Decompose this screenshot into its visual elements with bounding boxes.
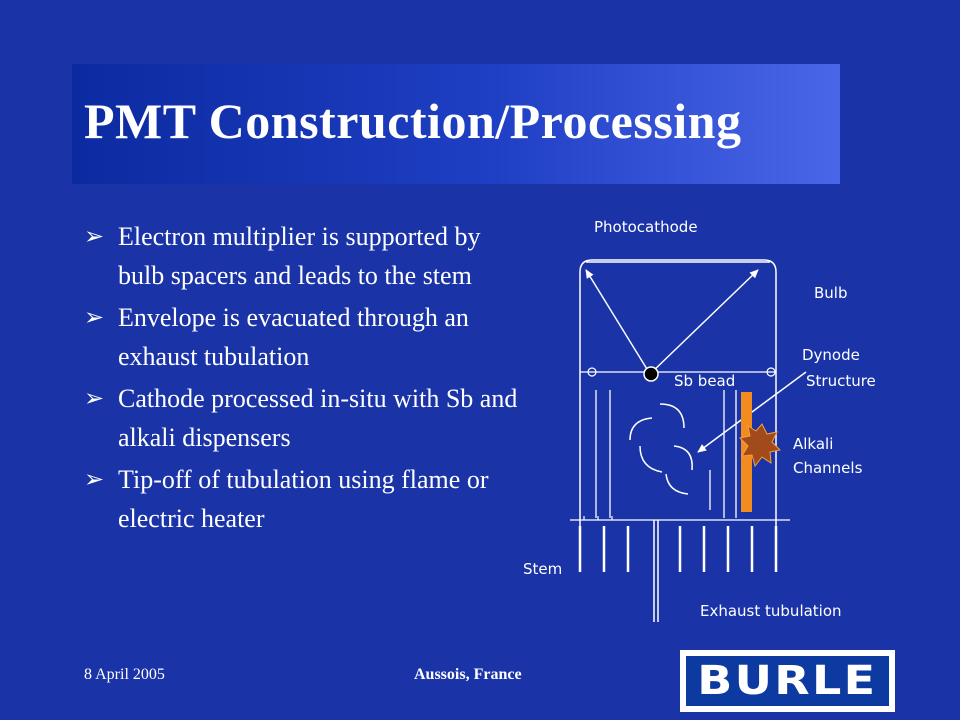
bullet-text: Envelope is evacuated through an exhaust tubulation [118, 303, 469, 371]
bullet-text: Tip-off of tubulation using flame or electric heater [118, 465, 489, 533]
arrowhead-bullet-icon: ➢ [84, 222, 105, 250]
logo-inner [686, 656, 889, 706]
bullet-text: Cathode processed in-situ with Sb and alkali dispensers [118, 384, 518, 452]
footer-date: 8 April 2005 [84, 666, 165, 683]
stem-label: Stem [523, 560, 563, 578]
dynode-label-line1: Dynode [802, 346, 860, 364]
sb-bead [644, 367, 658, 381]
dynode-curve [660, 404, 684, 428]
bulb-label: Bulb [814, 284, 848, 302]
burle-logo [680, 650, 895, 712]
footer-location: Aussois, France [414, 666, 522, 683]
arrowhead-bullet-icon: ➢ [84, 303, 105, 331]
slide-title: PMT Construction/Processing [84, 93, 742, 149]
alkali-label-line2: Channels [793, 459, 863, 477]
bullet-text: Electron multiplier is supported by bulb spacers and leads to the stem [118, 222, 481, 290]
dynode-curve [630, 418, 652, 440]
dynode-curve [640, 446, 662, 472]
alkali-label-line1: Alkali [793, 435, 834, 453]
cathode-arrow-left [586, 270, 650, 374]
photocathode-label: Photocathode [594, 218, 698, 236]
sb-bead-label: Sb bead [674, 372, 736, 390]
dynode-curve [666, 474, 688, 494]
dynode-label-line2: Structure [806, 372, 876, 390]
exhaust-label: Exhaust tubulation [700, 602, 842, 620]
logo-text: BURLE [697, 658, 878, 704]
cathode-arrow-right [650, 270, 758, 374]
arrowhead-bullet-icon: ➢ [84, 384, 105, 412]
arrowhead-bullet-icon: ➢ [84, 465, 105, 493]
dynode-curve [674, 446, 692, 470]
